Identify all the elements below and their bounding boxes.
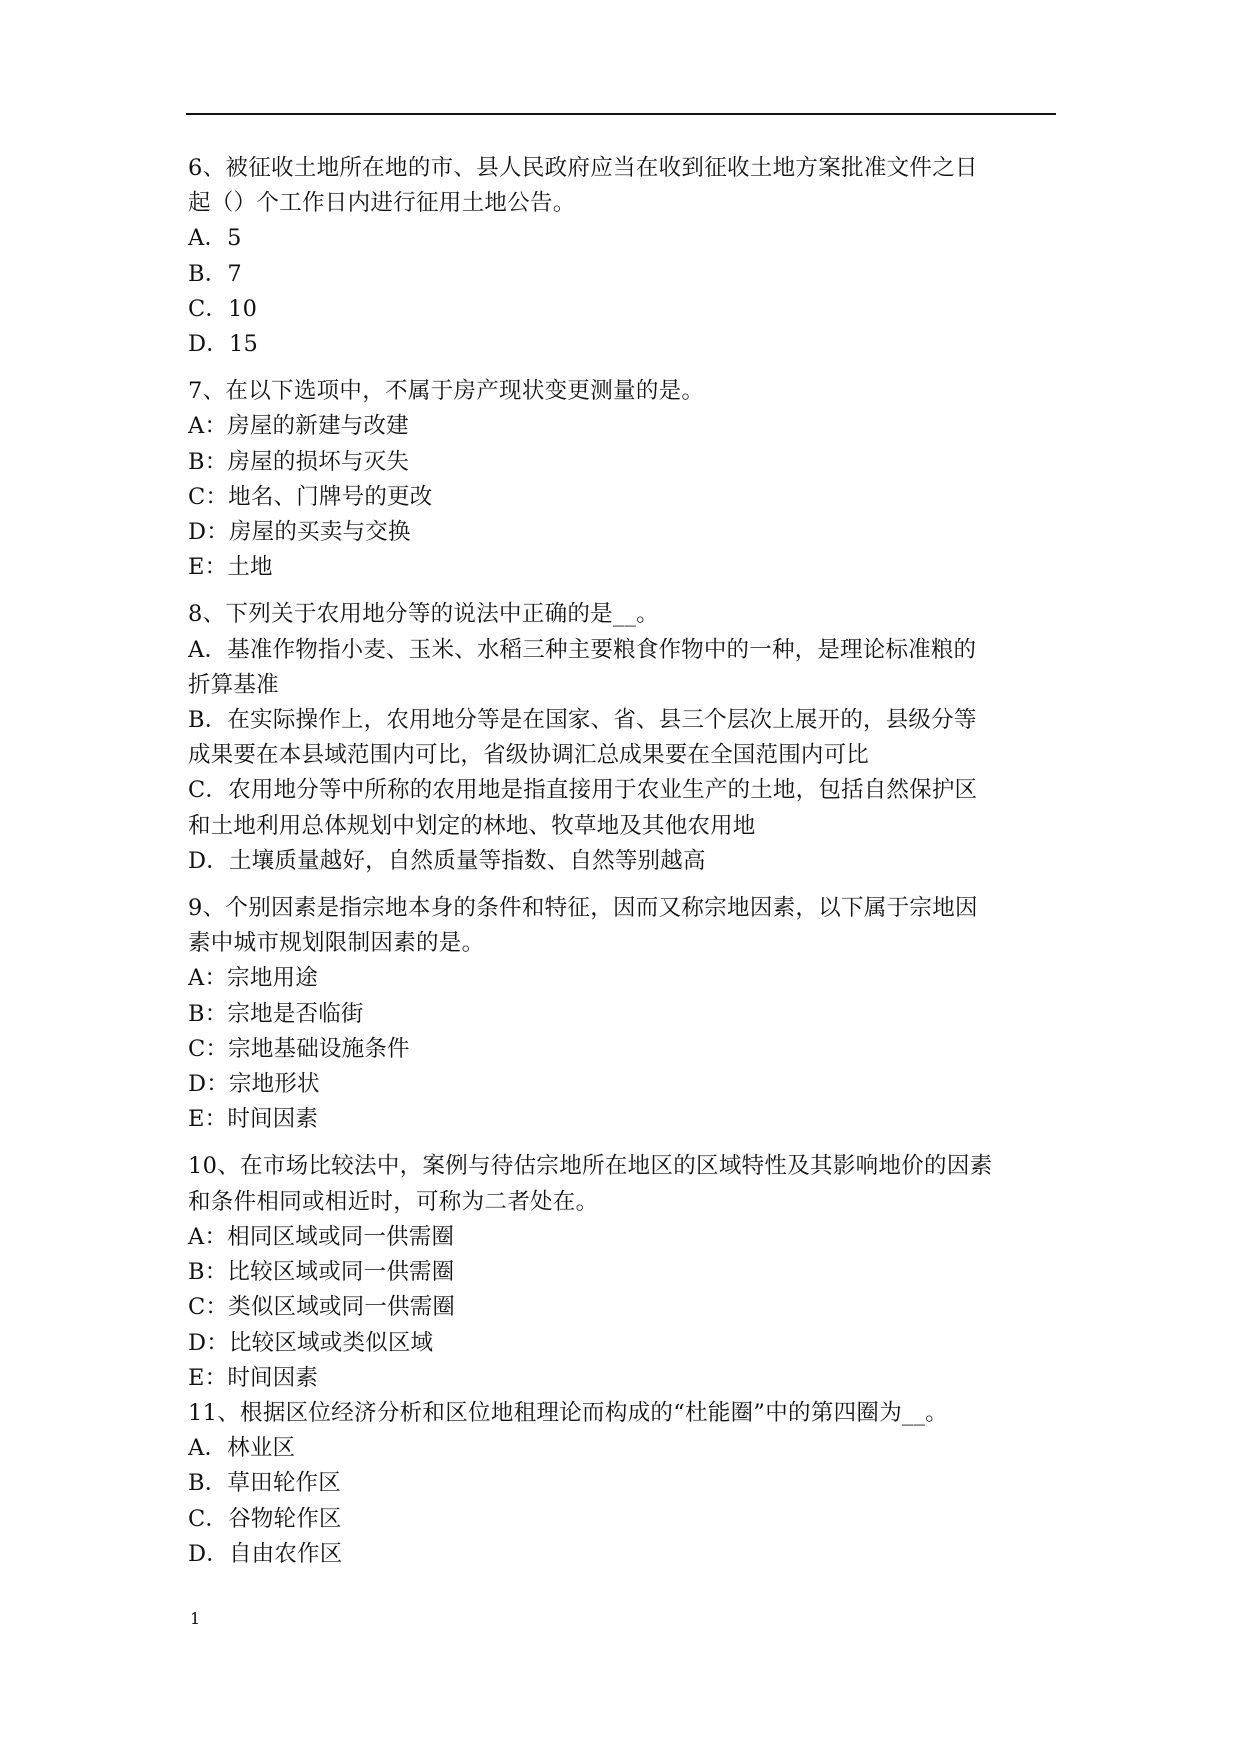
answer-option: B．在实际操作上，农用地分等是在国家、省、县三个层次上展开的，县级分等	[188, 707, 977, 734]
answer-option: A：相同区域或同一供需圈	[188, 1223, 455, 1250]
answer-option: A．基准作物指小麦、玉米、水稻三种主要粮食作物中的一种，是理论标准粮的	[188, 636, 977, 663]
header-rule	[186, 113, 1056, 115]
question-stem-line: 7、在以下选项中，不属于房产现状变更测量的是。	[188, 378, 705, 405]
answer-option: D：比较区域或类似区域	[188, 1329, 434, 1356]
question-stem-line: 6、被征收土地所在地的市、县人民政府应当在收到征收土地方案批准文件之日	[188, 155, 978, 181]
answer-option: C．谷物轮作区	[188, 1505, 342, 1532]
answer-option: C．10	[188, 295, 258, 322]
question-10	[188, 1149, 1056, 1395]
answer-option: E：土地	[188, 554, 273, 581]
answer-option-continuation: 折算基准	[188, 671, 279, 698]
answer-option-continuation: 和土地利用总体规划中划定的林地、牧草地及其他农用地	[188, 812, 756, 839]
answer-option: A：宗地用途	[188, 965, 318, 992]
answer-option: D．15	[188, 331, 258, 358]
answer-option: D：宗地形状	[188, 1071, 320, 1098]
question-stem-line: 10、在市场比较法中，案例与待估宗地所在地区的区域特性及其影响地价的因素	[188, 1153, 993, 1180]
question-9	[188, 891, 1056, 1137]
answer-option: D．自由农作区	[188, 1540, 343, 1567]
question-8	[188, 597, 1056, 879]
answer-option: C．农用地分等中所称的农用地是指直接用于农业生产的土地，包括自然保护区	[188, 777, 978, 804]
page-number: 1	[190, 1609, 201, 1628]
answer-option: C：地名、门牌号的更改	[188, 483, 433, 510]
question-stem-line: 11、根据区位经济分析和区位地租理论而构成的“杜能圈”中的第四圈为__。	[188, 1399, 948, 1426]
document-body	[188, 151, 1056, 1584]
answer-option: E：时间因素	[188, 1106, 319, 1133]
answer-option: A．5	[188, 225, 242, 252]
question-stem-line: 9、个别因素是指宗地本身的条件和特征，因而又称宗地因素，以下属于宗地因	[188, 895, 978, 922]
question-stem-line: 起（）个工作日内进行征用土地公告。	[188, 190, 576, 217]
question-stem-line: 8、下列关于农用地分等的说法中正确的是__。	[188, 601, 659, 628]
answer-option-continuation: 成果要在本县域范围内可比，省级协调汇总成果要在全国范围内可比	[188, 742, 870, 769]
answer-option: E：时间因素	[188, 1364, 319, 1391]
answer-option: B：房屋的损坏与灭失	[188, 448, 410, 475]
answer-option: A．林业区	[188, 1435, 296, 1462]
answer-option: D．土壤质量越好，自然质量等指数、自然等别越高	[188, 847, 706, 874]
answer-option: B．7	[188, 260, 242, 287]
answer-option: B：比较区域或同一供需圈	[188, 1259, 455, 1286]
answer-option: A：房屋的新建与改建	[188, 413, 409, 440]
answer-option: B：宗地是否临街	[188, 1000, 364, 1027]
question-11	[188, 1396, 1056, 1572]
question-stem-line: 和条件相同或相近时，可称为二者处在。	[188, 1188, 599, 1215]
answer-option: C：宗地基础设施条件	[188, 1035, 410, 1062]
question-stem-line: 素中城市规划限制因素的是。	[188, 930, 485, 957]
answer-option: C：类似区域或同一供需圈	[188, 1294, 456, 1321]
question-7	[188, 374, 1056, 585]
question-6	[188, 151, 1056, 362]
answer-option: D：房屋的买卖与交换	[188, 519, 411, 546]
answer-option: B．草田轮作区	[188, 1470, 341, 1497]
